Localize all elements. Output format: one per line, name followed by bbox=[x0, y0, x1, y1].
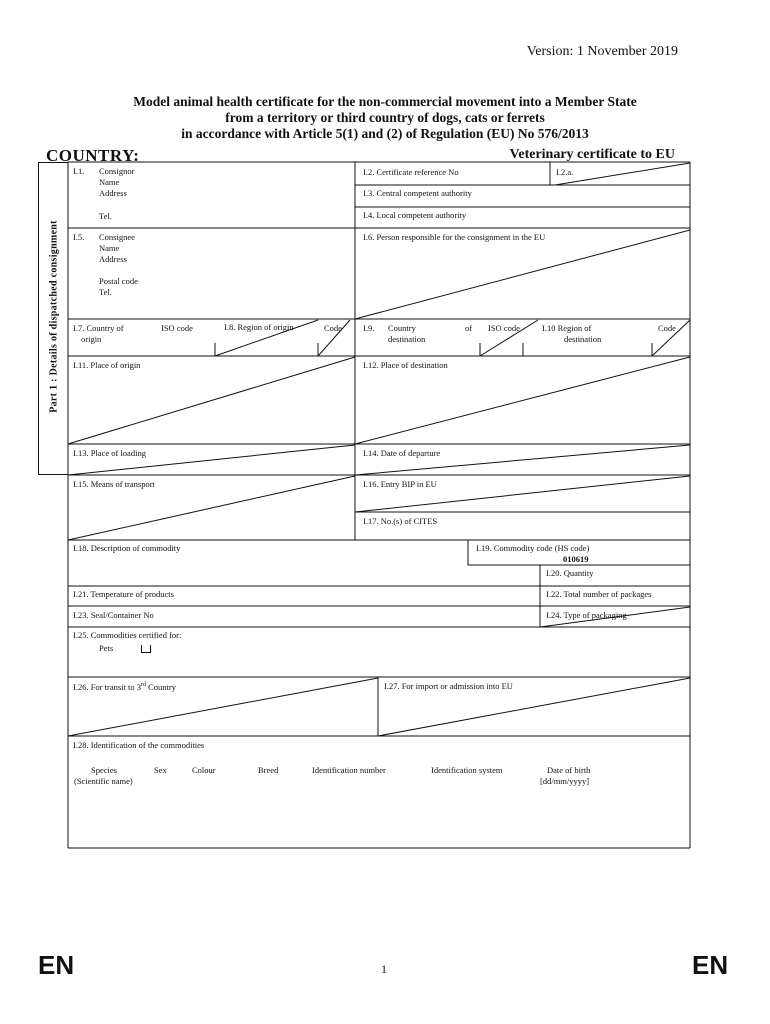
pets-label: Pets bbox=[99, 643, 114, 653]
col-identification-system: Identification system bbox=[431, 765, 503, 775]
consignee-name-label: Name bbox=[99, 243, 120, 253]
col-scientific-name: (Scientific name) bbox=[74, 776, 133, 786]
field-i12-place-destination[interactable]: I.12. Place of destination bbox=[363, 360, 448, 370]
field-i15-means-transport[interactable]: I.15. Means of transport bbox=[73, 479, 155, 489]
field-i1-number: I.1. bbox=[73, 166, 85, 176]
language-code-right: EN bbox=[692, 950, 729, 980]
col-sex: Sex bbox=[154, 765, 167, 775]
certificate-title-line3: in accordance with Article 5(1) and (2) of Regulation (EU) No 576/2013 bbox=[181, 126, 589, 141]
field-i26-transit[interactable] bbox=[73, 680, 176, 693]
field-i9-country-destination[interactable] bbox=[388, 323, 425, 345]
i10-label-line2: destination bbox=[564, 334, 602, 344]
field-i16-entry-bip[interactable]: I.16. Entry BIP in EU bbox=[363, 479, 437, 489]
field-i20-quantity[interactable]: I.20. Quantity bbox=[546, 568, 594, 578]
i10-code-label: Code bbox=[658, 323, 676, 333]
field-i10-region-destination[interactable] bbox=[542, 323, 601, 345]
field-i22-total-packages[interactable]: I.22. Total number of packages bbox=[546, 589, 652, 599]
consignee-postal-label: Postal code bbox=[99, 276, 138, 286]
field-i9-number: I.9. bbox=[363, 323, 375, 333]
consignor-name-label: Name bbox=[99, 177, 120, 187]
field-i8-region-origin[interactable]: I.8. Region of origin bbox=[224, 322, 294, 332]
field-i24-packaging-type[interactable]: I.24. Type of packaging bbox=[546, 610, 627, 620]
pets-option[interactable] bbox=[99, 643, 151, 654]
field-i19-commodity-code[interactable]: I.19. Commodity code (HS code) bbox=[476, 543, 590, 553]
i26-label-sup: rd bbox=[141, 682, 146, 688]
consignor-tel-label: Tel. bbox=[99, 211, 112, 221]
field-i2a[interactable]: I.2.a. bbox=[556, 167, 574, 177]
i9-destination-label: destination bbox=[388, 334, 426, 344]
field-i2-certificate-ref[interactable]: I.2. Certificate reference No bbox=[363, 167, 459, 177]
field-i4-local-authority[interactable]: I.4. Local competent authority bbox=[363, 210, 467, 220]
i26-label-suffix: Country bbox=[146, 681, 176, 692]
field-i3-central-authority[interactable]: I.3. Central competent authority bbox=[363, 188, 472, 198]
certificate-title-line2: from a territory or third country of dogs, cats or ferrets bbox=[225, 110, 545, 125]
i8-code-label: Code bbox=[324, 323, 342, 333]
page-number: 1 bbox=[381, 962, 387, 976]
certificate-title-line1: Model animal health certificate for the non-commercial movement into a Member State bbox=[133, 94, 637, 109]
field-i7-country-origin[interactable] bbox=[73, 323, 124, 345]
i7-label-line1: I.7. Country of bbox=[73, 323, 124, 333]
consignee-address-label: Address bbox=[99, 254, 127, 264]
field-i5-number: I.5. bbox=[73, 232, 85, 242]
field-i28-identification: I.28. Identification of the commodities bbox=[73, 740, 205, 750]
col-identification-number: Identification number bbox=[312, 765, 386, 775]
commodity-code-value: 010619 bbox=[563, 554, 589, 564]
field-i11-place-origin[interactable]: I.11. Place of origin bbox=[73, 360, 141, 370]
field-i14-date-departure[interactable]: I.14. Date of departure bbox=[363, 448, 441, 458]
field-i6-responsible-person[interactable]: I.6. Person responsible for the consignment in the EU bbox=[363, 232, 546, 242]
certificate-type: Veterinary certificate to EU bbox=[509, 147, 675, 162]
consignor-address-label: Address bbox=[99, 188, 127, 198]
pets-checkbox[interactable] bbox=[141, 645, 151, 653]
i9-iso-code-label: ISO code bbox=[488, 323, 520, 333]
field-i13-place-loading[interactable]: I.13. Place of loading bbox=[73, 448, 146, 458]
field-i1-consignor[interactable] bbox=[99, 166, 134, 199]
consignor-label: Consignor bbox=[99, 166, 135, 176]
consignee-label: Consignee bbox=[99, 232, 135, 242]
field-i25-certified-for: I.25. Commodities certified for: bbox=[73, 630, 182, 640]
part1-side-label: Part 1 : Details of dispatched consignment bbox=[48, 220, 60, 413]
i7-iso-code-label: ISO code bbox=[161, 323, 193, 333]
language-code-left: EN bbox=[38, 950, 75, 980]
consignee-tel-label: Tel. bbox=[99, 287, 112, 297]
version-date: Version: 1 November 2019 bbox=[526, 44, 678, 59]
field-i5-consignee[interactable] bbox=[99, 232, 138, 298]
field-i17-cites[interactable]: I.17. No.(s) of CITES bbox=[363, 516, 438, 526]
field-i23-seal-container[interactable]: I.23. Seal/Container No bbox=[73, 610, 154, 620]
i26-label-prefix: I.26. For transit to 3 bbox=[73, 681, 141, 692]
col-date-format: [dd/mm/yyyy] bbox=[540, 776, 590, 786]
field-i27-import[interactable]: I.27. For import or admission into EU bbox=[384, 681, 513, 691]
country-label: COUNTRY: bbox=[46, 146, 140, 165]
field-i18-description[interactable]: I.18. Description of commodity bbox=[73, 543, 181, 553]
i7-label-line2: origin bbox=[81, 334, 102, 344]
i9-country-label: Country bbox=[388, 323, 416, 333]
col-breed: Breed bbox=[258, 765, 279, 775]
i9-of-label: of bbox=[465, 323, 473, 333]
col-date-of-birth: Date of birth bbox=[547, 765, 591, 775]
col-colour: Colour bbox=[192, 765, 216, 775]
i10-label-line1: I.10 Region of bbox=[542, 323, 592, 333]
field-i21-temperature[interactable]: I.21. Temperature of products bbox=[73, 589, 174, 599]
col-species: Species bbox=[91, 765, 117, 775]
